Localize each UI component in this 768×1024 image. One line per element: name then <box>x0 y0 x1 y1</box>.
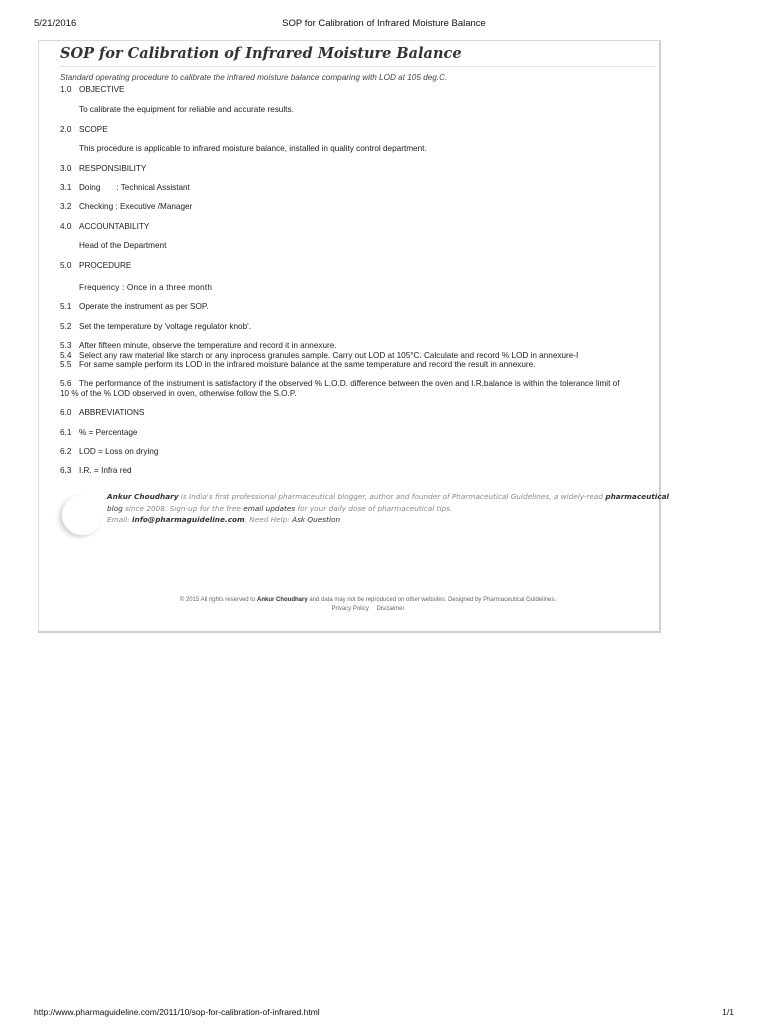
procedure-step-5-4: 5.4 Select any raw material like starch or any inprocess granules sample. Carry out LOD at 105°C. Calculate and record % LOD in annexure-I <box>60 351 579 360</box>
blog-link[interactable]: blog <box>107 503 123 513</box>
section-responsibility-heading: 3.0 RESPONSIBILITY <box>60 164 147 173</box>
author-name: Ankur Choudhary <box>107 492 179 501</box>
pharmaceutical-link[interactable]: pharmaceutical <box>605 492 670 501</box>
copyright: © 2015 All rights reserved to Ankur Choudhary and data may not be reproduced on other websites. Designed by Pharmaceutical Guidelines. <box>179 597 557 603</box>
footer-links <box>38 605 698 614</box>
disclaimer-link[interactable]: Disclaimer <box>376 606 405 612</box>
document-intro: Standard operating procedure to calibrate the infrared moisture balance comparing with LOD at 105 deg.C. <box>60 73 448 82</box>
section-abbreviations-heading: 6.0 ABBREVIATIONS <box>60 408 145 417</box>
procedure-step-5-6-cont: 10 % of the % LOD observed in oven, otherwise follow the S.O.P. <box>60 389 297 398</box>
abbreviation-percentage: 6.1 % = Percentage <box>60 428 138 437</box>
author-bio-text: Ankur Choudhary is India's first professional pharmaceutical blogger, author and founder of Pharmaceutical Guidelines, a widely-read pharmaceutical blog since 2008. Sign-up for the free email updates for your daily dose of pharmaceutical tips. Email: info@pharmaguideline.com. Need Help: Ask Question <box>107 492 670 524</box>
site-footer <box>38 596 698 614</box>
responsibility-checking: 3.2 Checking : Executive /Manager <box>60 202 193 211</box>
content-frame <box>38 40 661 633</box>
section-accountability-heading: 4.0 ACCOUNTABILITY <box>60 222 150 231</box>
procedure-frequency: Frequency : Once in a three month <box>79 283 213 292</box>
procedure-step-5-3: 5.3 After fifteen minute, observe the temperature and record it in annexure. <box>60 341 337 350</box>
responsibility-doing: 3.1 Doing : Technical Assistant <box>60 183 190 192</box>
section-scope-heading: 2.0 SCOPE <box>60 125 108 134</box>
print-header <box>0 18 768 32</box>
author-bio <box>60 491 680 541</box>
abbreviation-lod: 6.2 LOD = Loss on drying <box>60 447 159 456</box>
section-procedure-heading: 5.0 PROCEDURE <box>60 261 132 270</box>
author-avatar <box>62 495 102 535</box>
section-objective-heading: 1.0 OBJECTIVE <box>60 85 125 94</box>
procedure-step-5-1: 5.1 Operate the instrument as per SOP. <box>60 302 209 311</box>
print-date: 5/21/2016 <box>34 18 77 29</box>
procedure-step-5-6: 5.6 The performance of the instrument is satisfactory if the observed % L.O.D. difference between the oven and I.R.balance is within the tolerance limit of <box>60 379 620 388</box>
copyright-owner: Ankur Choudhary <box>256 597 308 603</box>
print-title: SOP for Calibration of Infrared Moisture Balance <box>282 18 486 29</box>
title-divider <box>60 66 656 67</box>
print-url: http://www.pharmaguideline.com/2011/10/sop-for-calibration-of-infrared.html <box>34 1007 320 1017</box>
privacy-policy-link[interactable]: Privacy Policy <box>331 606 369 612</box>
section-accountability-body: Head of the Department <box>79 241 167 250</box>
print-page-number: 1/1 <box>722 1007 734 1017</box>
section-scope-body: This procedure is applicable to infrared moisture balance, installed in quality control department. <box>79 144 427 153</box>
email-link[interactable]: info@pharmaguideline.com <box>132 515 245 524</box>
section-objective-body: To calibrate the equipment for reliable and accurate results. <box>79 105 294 114</box>
document-title: SOP for Calibration of Infrared Moisture Balance <box>60 45 462 62</box>
procedure-step-5-5: 5.5 For same sample perform its LOD in the infrared moisture balance at the same temperature and record the result in annexure. <box>60 360 536 369</box>
abbreviation-ir: 6.3 I.R. = Infra red <box>60 466 132 475</box>
ask-question-link[interactable]: Ask Question <box>292 515 341 524</box>
document-content <box>60 44 680 475</box>
procedure-step-5-2: 5.2 Set the temperature by 'voltage regulator knob'. <box>60 322 251 331</box>
email-updates-link[interactable]: email updates <box>243 503 296 513</box>
